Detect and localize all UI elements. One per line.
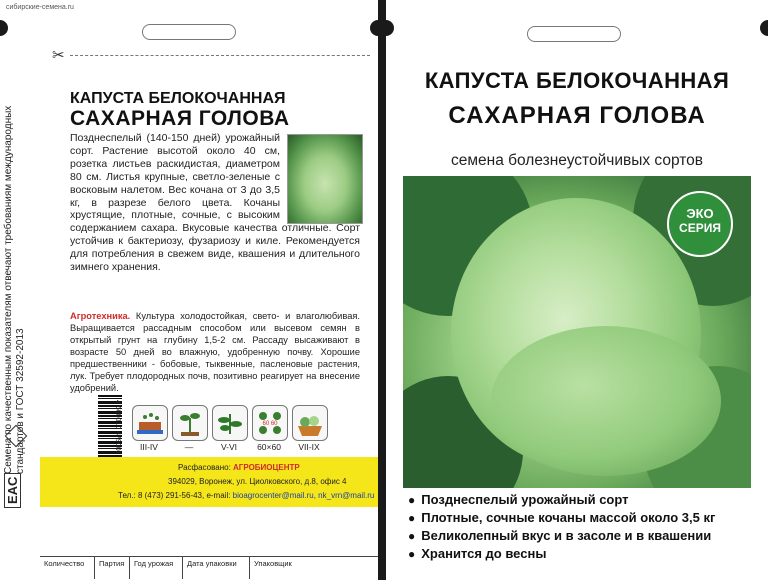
quality-statement: Семена по качественным показателям отвечают требованиям международных стандартов и ГОСТ 32592-2013 xyxy=(3,105,26,474)
packer-field: Упаковщик xyxy=(254,559,292,568)
packing-date-field: Дата упаковки xyxy=(183,557,250,579)
harvest-year-field: Год урожая xyxy=(130,557,183,579)
spacing-icon xyxy=(252,405,288,441)
agrotechnics-section xyxy=(70,310,360,394)
seedling-icon xyxy=(212,405,248,441)
quantity-field: Количество xyxy=(40,557,95,579)
feature-item: ● Хранится до весны xyxy=(408,545,715,563)
packet-notch xyxy=(0,20,8,36)
packer-line xyxy=(178,463,300,472)
icon-label: VII-IX xyxy=(298,442,320,452)
barcode-number: 4 600010 479001 xyxy=(114,400,121,455)
packer-address: 394029, Воронеж, ул. Циолковского, д.8, офис 4 xyxy=(168,477,347,486)
feature-item: ● Плотные, сочные кочаны массой около 3,5 кг xyxy=(408,509,715,527)
agrotechnics-heading: Агротехника. xyxy=(70,311,131,321)
transplant-icon xyxy=(172,405,208,441)
eac-mark: EAC xyxy=(4,473,21,508)
batch-field: Партия xyxy=(95,557,130,579)
hang-hole xyxy=(527,26,621,42)
feature-list xyxy=(408,491,715,563)
description-text: Позднеспелый (140-150 дней) урожайный сорт. Растение высотой около 40 см, розетка листьев раскидистая, диаметром 80 см. Листья крупные, светло-зеленые с восковым налетом. Вес кочана от 3 до 3,5 кг, в разрезе белого цвета. Кочаны хрустящие, плотные, сочные, с высоким содержанием сахара. Вкусовые качества отличные. Сорт устойчив к бактериозу, фузариозу и киле. Рекомендуется для потребления в свежем виде, квашения и длительного зимнего хранения. xyxy=(70,132,360,274)
icon-label: 60×60 xyxy=(257,442,281,452)
spacing-icon-text: 60 60 xyxy=(262,421,278,427)
eco-badge-line2: СЕРИЯ xyxy=(679,221,721,235)
product-subtitle: семена болезнеустойчивых сортов xyxy=(450,152,704,169)
icon-label: V-VI xyxy=(220,442,238,452)
packer-label: Расфасовано: xyxy=(178,463,231,472)
packer-email: bioagrocenter@mail.ru, nk_vrn@mail.ru xyxy=(232,491,375,500)
harvest-icon xyxy=(292,405,328,441)
icon-label: III-IV xyxy=(140,442,158,452)
variety-description xyxy=(70,132,360,274)
cut-line xyxy=(70,55,370,56)
front-packet xyxy=(386,0,768,580)
feature-item: ● Великолепный вкус и в засоле и в квашении xyxy=(408,527,715,545)
packet-notch xyxy=(760,20,768,36)
eco-series-badge xyxy=(667,191,733,257)
packet-notch xyxy=(370,20,378,36)
agrotechnics-text: Культура холодостойкая, свето- и влаголюбивая. Выращивается рассадным способом или высевом семян в открытый грунт на глубину 1,5-2 см. Рассаду высаживают в возрасте 50 дней во влажную, удобренную почву. Хорошие предшественники - бобовые, тыквенные, пасленовые растения, лук. Требует плодородных почв, позитивно реагирует на внесение удобрений. xyxy=(70,311,360,393)
product-title: КАПУСТА БЕЛОКОЧАННАЯ xyxy=(70,90,286,107)
packer-contacts xyxy=(118,491,374,500)
variety-name: САХАРНАЯ ГОЛОВА xyxy=(448,102,706,129)
hang-hole xyxy=(142,24,236,40)
sowing-icon xyxy=(132,405,168,441)
icon-label: — xyxy=(184,442,194,452)
packer-company: АГРОБИОЦЕНТР xyxy=(233,463,300,472)
eco-badge-line1: ЭКО xyxy=(686,206,714,221)
packer-phone: Тел.: 8 (473) 291-56-43, e-mail: xyxy=(118,491,233,500)
packet-notch xyxy=(386,20,394,36)
back-packet xyxy=(0,0,378,580)
feature-item: ● Позднеспелый урожайный сорт xyxy=(408,491,715,509)
packing-fields-table xyxy=(40,556,378,579)
variety-name: САХАРНАЯ ГОЛОВА xyxy=(70,107,290,130)
product-title: КАПУСТА БЕЛОКОЧАННАЯ xyxy=(424,68,730,93)
cultivation-icons xyxy=(132,405,332,455)
wrapper-leaf xyxy=(491,326,721,476)
scissors-icon: ✂ xyxy=(52,47,65,64)
website-url: сибирские-семена.ru xyxy=(6,4,74,11)
